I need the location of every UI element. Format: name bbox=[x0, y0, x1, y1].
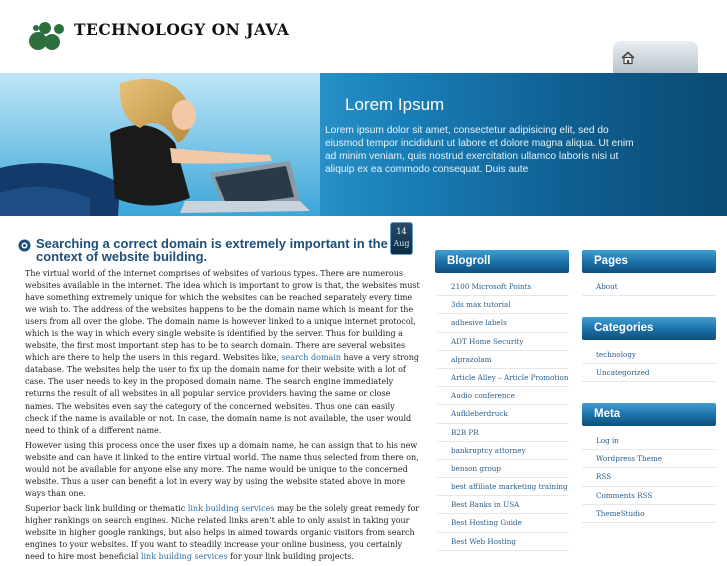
home-icon bbox=[621, 51, 635, 65]
post-body bbox=[25, 268, 420, 566]
blogroll-link[interactable]: Best Web Hosting bbox=[437, 533, 569, 551]
blogroll-link[interactable]: adhesive labels bbox=[437, 314, 569, 332]
meta-heading: Meta bbox=[582, 403, 716, 426]
meta-list bbox=[582, 432, 716, 523]
date-day: 14 bbox=[396, 227, 407, 236]
header bbox=[0, 0, 727, 73]
blogroll-heading: Blogroll bbox=[435, 250, 569, 273]
date-badge bbox=[390, 222, 413, 255]
blogroll-link[interactable]: 2100 Microsoft Points bbox=[437, 278, 569, 296]
post-title[interactable]: Searching a correct domain is extremely important in the context of website building. bbox=[36, 236, 388, 264]
blogroll-link[interactable]: Aufkleberdruck bbox=[437, 405, 569, 423]
categories-heading: Categories bbox=[582, 317, 716, 340]
blogroll-link[interactable]: benson group bbox=[437, 460, 569, 478]
blogroll-link[interactable]: B2B PR bbox=[437, 424, 569, 442]
banner-title: Lorem Ipsum bbox=[345, 95, 445, 114]
blogroll-link[interactable]: bankruptcy attorney bbox=[437, 442, 569, 460]
meta-link-comments-rss[interactable]: Comments RSS bbox=[582, 487, 716, 505]
meta-link-rss[interactable]: RSS bbox=[582, 468, 716, 486]
site-title[interactable]: TECHNOLOGY ON JAVA bbox=[74, 20, 290, 39]
blogroll-link[interactable]: ADT Home Security bbox=[437, 333, 569, 351]
home-tab[interactable] bbox=[613, 41, 698, 73]
blogroll-link[interactable]: best affiliate marketing training bbox=[437, 478, 569, 496]
post-paragraph: However using this process once the user fixes up a domain name, he can assign that to his new website and can have it linked to the entire virtual world. The name thus selected from there on, would not be available for anyone else any more. The name would be unique to the concerned website. Thus a user can benefit a lot in every way by using the website stated above in more ways than one. bbox=[25, 440, 419, 498]
date-month: Aug bbox=[393, 239, 410, 248]
blogroll-link[interactable]: Best Hosting Guide bbox=[437, 514, 569, 532]
site-logo-icon[interactable] bbox=[28, 20, 66, 52]
post-paragraph: Superior back link building or thematic link building services may be the solely great remedy for higher rankings on search engines. Niche related links aren’t able to only assist in taking your website in higher google rankings, but also helps in aimed towards organic visitors from search engines to your websites. If you want to steadily increase your online business, you certainly need to hire most beneficial link building services for your link building projects. bbox=[25, 503, 420, 562]
search-domain-link[interactable]: search domain bbox=[281, 353, 342, 363]
pages-list bbox=[582, 278, 716, 296]
blogroll-list bbox=[437, 278, 569, 551]
blogroll-link[interactable]: Best Banks in USA bbox=[437, 496, 569, 514]
banner bbox=[0, 73, 727, 216]
link-building-services-link-2[interactable]: link building services bbox=[140, 552, 228, 562]
category-link[interactable]: Uncategorized bbox=[582, 364, 716, 382]
post-bullet-icon bbox=[18, 239, 31, 252]
meta-link-log-in[interactable]: Log in bbox=[582, 432, 716, 450]
banner-woman-laptop-image bbox=[0, 73, 320, 216]
post-paragraph: The virtual world of the internet comprises of websites of various types. There are numerous websites available in the internet. The idea which is important to grow is that, the websites must have something extremely unique for which the websites can be reached separately every time we wish to. The address of the websites happens to be the domain name which is meant for the users from all over the globe. The domain name is however linked to a unique internet protocol, which is the way in which every single website is identified by the server. Thus for building a website, the first most important step has to be to search domain. There are several websites which are there to help the users in this regard. Websites like, search domain have a very strong database. The websites help the user to fix up the domain name for their website with a lot of case. The user needs to key in the proposed domain name. The search engine immediately returns the result of all websites in all popular service providers having the same or close names. The websites even say the category of the concerned websites. Thus one can easily check if the name is available or not. In case, the domain name is not available, the user would need to think of a different name. bbox=[25, 269, 420, 435]
category-link[interactable]: technology bbox=[582, 346, 716, 364]
blogroll-link[interactable]: alprazolam bbox=[437, 351, 569, 369]
meta-link-wordpress-theme[interactable]: Wordpress Theme bbox=[582, 450, 716, 468]
blogroll-link[interactable]: Audio conference bbox=[437, 387, 569, 405]
meta-link-themestudio[interactable]: ThemeStudio bbox=[582, 505, 716, 523]
blogroll-link[interactable]: Article Alley – Article Promotion bbox=[437, 369, 569, 387]
pages-heading: Pages bbox=[582, 250, 716, 273]
blogroll-link[interactable]: 3ds max tutorial bbox=[437, 296, 569, 314]
categories-list bbox=[582, 346, 716, 382]
banner-text: Lorem ipsum dolor sit amet, consectetur adipisicing elit, sed do eiusmod tempor incididunt ut labore et dolore magna aliqua. Ut enim ad minim veniam, quis nostrud exercitation ullamco laboris nisi ut aliquip ex ea commodo consequat. Duis aute bbox=[325, 125, 634, 175]
pages-link-about[interactable]: About bbox=[582, 278, 716, 296]
link-building-services-link[interactable]: link building services bbox=[187, 503, 275, 513]
